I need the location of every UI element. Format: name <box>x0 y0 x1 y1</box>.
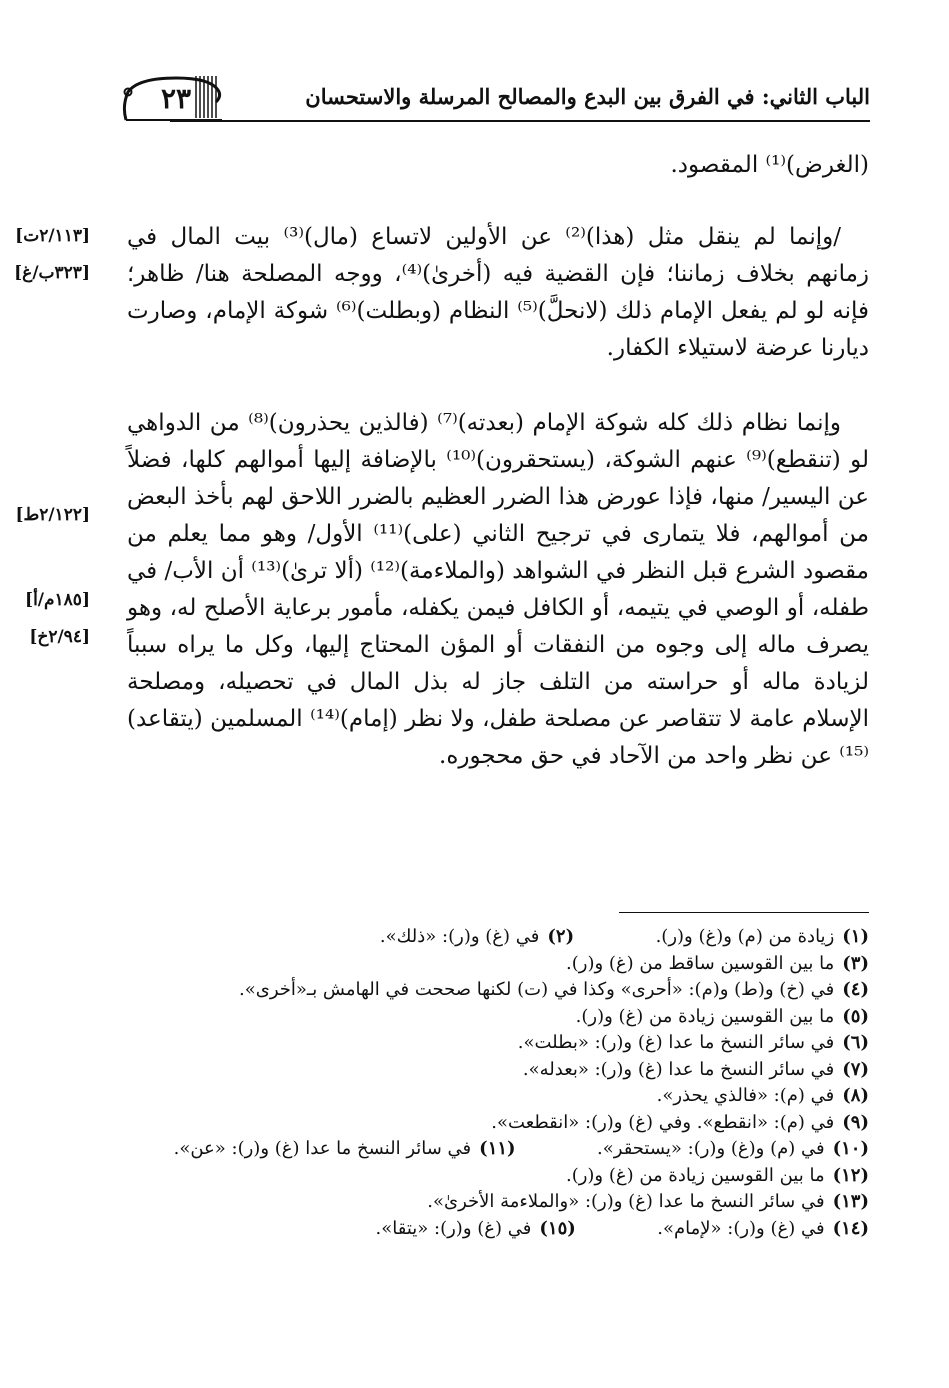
margin-ref: [٣٢٣ب/غ] <box>14 263 90 283</box>
footnote: (٤)في (خ) و(ط) و(م): «أحرى» وكذا في (ت) لكنها صححت في الهامش بـ«أخرى». <box>239 979 869 1000</box>
footnote: (٧)في سائر النسخ ما عدا (غ) و(ر): «بعدله». <box>522 1058 869 1080</box>
footnote: (١٣)في سائر النسخ ما عدا (غ) و(ر): «والملاءمة الأخرىٰ». <box>427 1191 869 1212</box>
footnote: (١٢)ما بين القوسين زيادة من (غ) و(ر). <box>565 1164 869 1186</box>
header-rule <box>170 120 870 122</box>
footnote: (١)زيادة من (م) و(غ) و(ر). <box>655 926 869 947</box>
margin-ref: [٢/١٢٢ط] <box>15 505 90 525</box>
opening-line: (الغرض)⁽¹⁾ المقصود. <box>670 152 869 178</box>
footnote: (١٤)في (غ) و(ر): «لإمام». <box>657 1217 869 1239</box>
footnote-separator <box>619 912 869 913</box>
margin-ref: [٢/١١٣ت] <box>15 226 90 246</box>
footnote: (٢)في (غ) و(ر): «ذلك». <box>379 926 575 947</box>
footnotes <box>127 924 869 1242</box>
margin-ref: [٢/٩٤خ] <box>29 627 90 647</box>
chapter-title: الباب الثاني: في الفرق بين البدع والمصالح المرسلة والاستحسان <box>305 84 870 109</box>
footnote: (٦)في سائر النسخ ما عدا (غ) و(ر): «بطلت». <box>517 1032 869 1053</box>
footnote: (١٥)في (غ) و(ر): «يتقا». <box>375 1217 576 1239</box>
footnote: (١١)في سائر النسخ ما عدا (غ) و(ر): «عن». <box>173 1138 516 1159</box>
footnote: (٣)ما بين القوسين ساقط من (غ) و(ر). <box>566 952 869 974</box>
margin-ref: [١٨٥م/أ] <box>25 590 90 610</box>
footnote: (٩)في (م): «انقطع». وفي (غ) و(ر): «انقطعت». <box>491 1111 869 1133</box>
paragraph-1: /وإنما لم ينقل مثل (هذا)⁽²⁾ عن الأولين لاتساع (مال)⁽³⁾ بيت المال في زمانهم بخلاف زماننا؛ فإن القضية فيه (أخرىٰ)⁽⁴⁾، ووجه المصلحة هنا/ ظاهر؛ فإنه لو لم يفعل الإمام ذلك (لانحلَّ)⁽⁵⁾ النظام (وبطلت)⁽⁶⁾ شوكة الإمام، وصارت ديارنا عرضة لاستيلاء الكفار. <box>127 224 870 361</box>
page-number: ٢٣ <box>160 82 192 115</box>
footnote: (١٠)في (م) و(غ) و(ر): «يستحقر». <box>597 1138 869 1159</box>
footnote: (٨)في (م): «فالذي يحذر». <box>656 1085 869 1106</box>
paragraph-2: وإنما نظام ذلك كله شوكة الإمام (بعدته)⁽⁷⁾ (فالذين يحذرون)⁽⁸⁾ من الدواهي لو (تنقطع)⁽⁹⁾ عنهم الشوكة، (يستحقرون)⁽¹⁰⁾ بالإضافة إليها أموالهم كلها، فضلاً عن اليسير/ منها، فإذا عورض هذا الضرر العظيم بالضرر اللاحق لهم بأخذ البعض من أموالهم، فلا يتمارى في ترجيح الثاني (على)⁽¹¹⁾ الأول/ وهو مما يعلم من مقصود الشرع قبل النظر في الشواهد (والملاءمة)⁽¹²⁾ (ألا ترىٰ)⁽¹³⁾ أن الأب/ في طفله، أو الوصي في يتيمه، أو الكافل فيمن يكفله، مأمور برعاية الأصلح له، وهو يصرف ماله إلى وجوه من النفقات أو المؤن المحتاج إليها، وكل ما يراه سبباً لزيادة ماله أو حراسته من التلف جاز له بذل المال في تحصيله، ومصلحة الإسلام عامة لا تتقاصر عن مصلحة طفل، ولا نظر (إمام)⁽¹⁴⁾ المسلمين (يتقاعد)⁽¹⁵⁾ عن نظر واحد من الآحاد في حق محجوره. <box>127 410 870 769</box>
footnote: (٥)ما بين القوسين زيادة من (غ) و(ر). <box>575 1005 869 1027</box>
running-header <box>118 72 870 128</box>
